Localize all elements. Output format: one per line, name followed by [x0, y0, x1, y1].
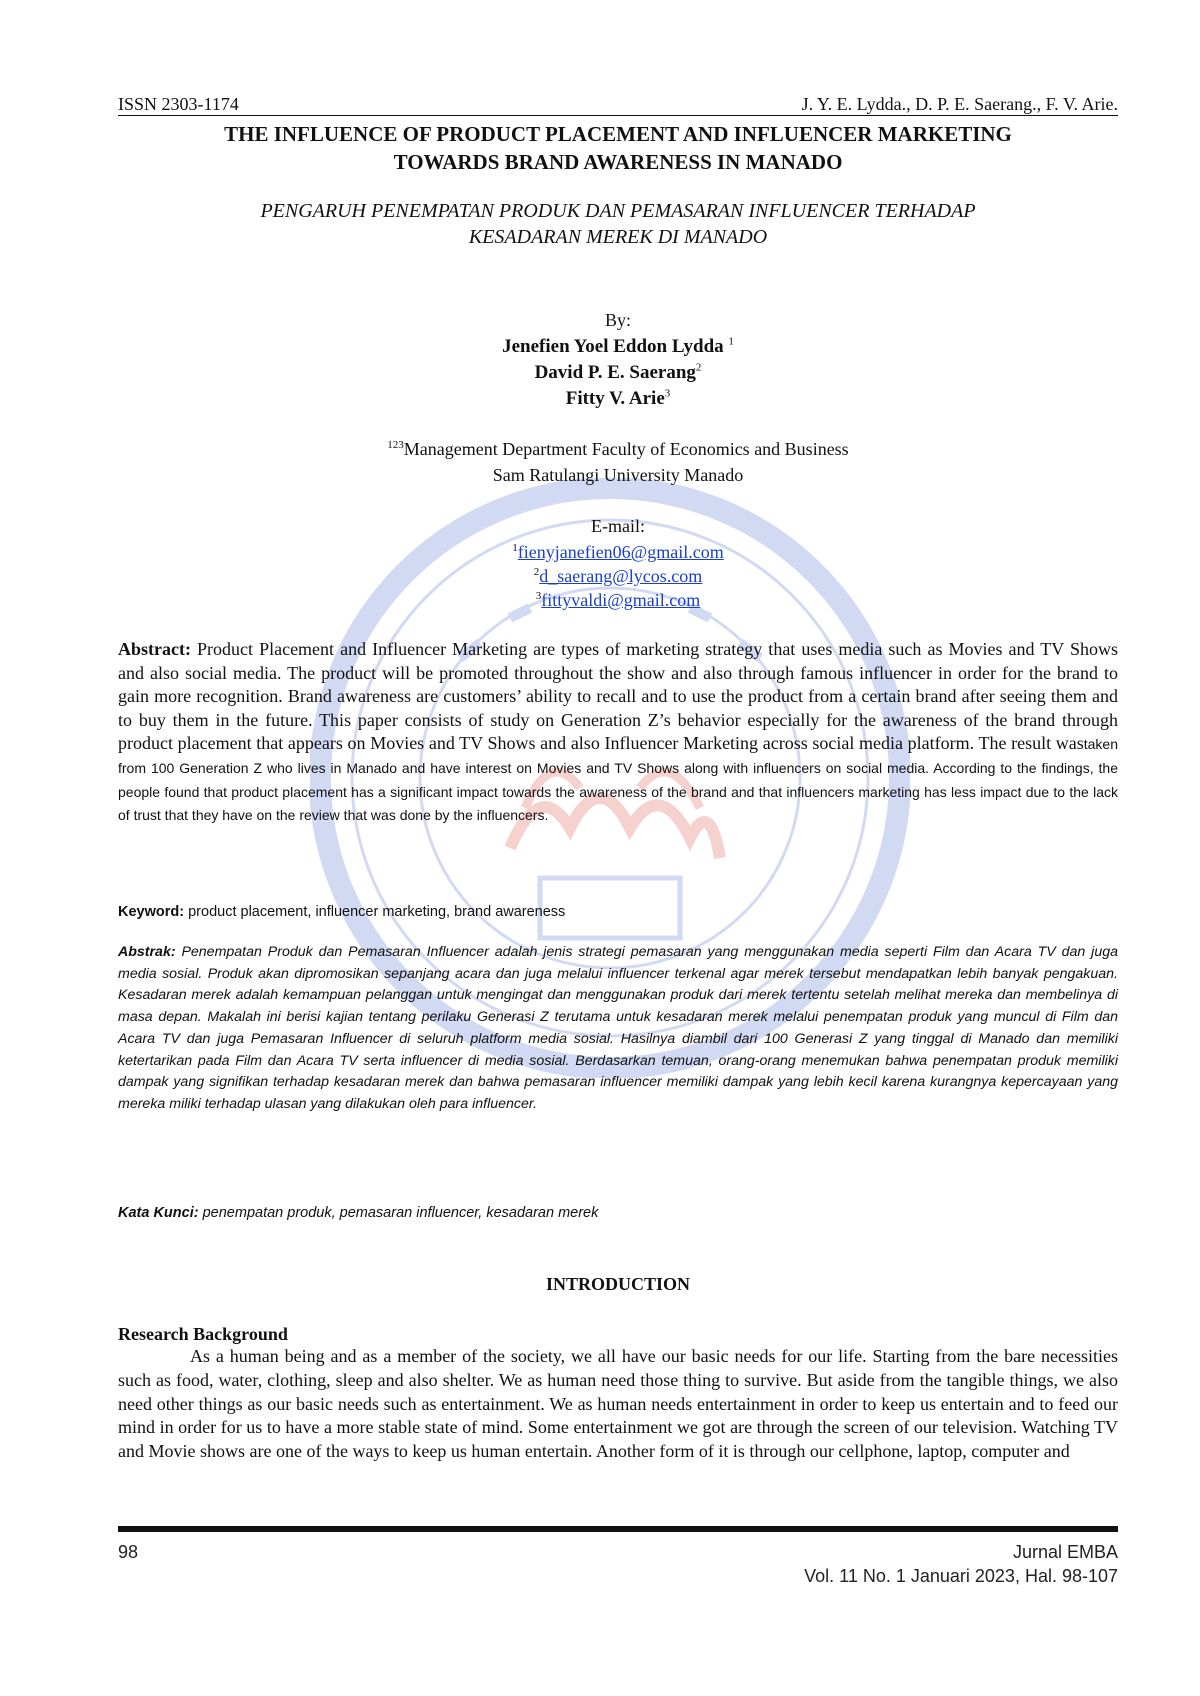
email-link-1[interactable]: fienyjanefien06@gmail.com: [517, 542, 724, 562]
kata-kunci-label: Kata Kunci:: [118, 1205, 199, 1221]
email-label: E-mail:: [591, 516, 645, 536]
author-1: [118, 334, 1118, 360]
author-name: Fitty V. Arie: [565, 388, 665, 409]
author-list: [118, 334, 1118, 412]
affiliation-department: Management Department Faculty of Economics and Business: [403, 439, 849, 459]
journal-name: Jurnal EMBA: [1012, 1542, 1118, 1562]
author-2: [118, 360, 1118, 386]
abstract: [118, 638, 1118, 827]
abstract-paragraph: [118, 638, 1118, 827]
title-id-line-2: KESADARAN MEREK DI MANADO: [468, 226, 768, 248]
page-number: 98: [118, 1542, 139, 1562]
abstract-label: Abstract:: [118, 639, 191, 659]
running-header: [118, 93, 1118, 116]
introduction-heading: INTRODUCTION: [545, 1274, 691, 1294]
introduction-paragraph: As a human being and as a member of the society, we all have our basic needs for our life. Starting from the bare necessities such as food, water, clothing, sleep and also shelter. We as human need those thing to survive. But aside from the tangible things, we also need other things as our basic needs such as entertainment. We as human needs entertainment in order to keep us entertain and to feed our mind in order for us to have a more stable state of mind. Some entertainment we got are through the screen of our television. Watching TV and Movie shows are one of the ways to keep us human entertain. Another form of it is through our cellphone, laptop, computer and: [118, 1346, 1118, 1462]
email-1: [118, 540, 1118, 564]
author-3: [118, 386, 1118, 412]
title-id-line-1: PENGARUH PENEMPATAN PRODUK DAN PEMASARAN INFLUENCER TERHADAP: [260, 200, 976, 222]
issn-text: ISSN 2303-1174: [118, 94, 239, 114]
author-name: David P. E. Saerang: [534, 362, 696, 383]
kata-kunci: [118, 1203, 1118, 1223]
footer-rule: [118, 1526, 1118, 1532]
author-sup: 2: [695, 361, 702, 374]
kata-kunci-text: penempatan produk, pemasaran influencer, kesadaran merek: [198, 1205, 599, 1221]
abstrak-text: Penempatan Produk dan Pemasaran Influencer adalah jenis strategi pemasaran yang menggunakan media seperti Film dan Acara TV dan juga media sosial. Produk akan dipromosikan sepanjang acara dan juga melalui influencer terkenal agar merek tersebut mendapatkan lebih banyak pengakuan. Kesadaran merek adalah kemampuan pelanggan untuk mengingat dan menggunakan produk dari merek tertentu setelah melihat mereka dan membelinya di masa depan. Makalah ini berisi kajian tentang perilaku Generasi Z terutama untuk kesadaran merek melalui penempatan produk yang muncul di Film dan Acara TV dan juga Pemasaran Influencer di seluruh platform media sosial. Hasilnya diambil dari 100 Generasi Z yang tinggal di Manado dan memiliki ketertarikan pada Film dan Acara TV serta influencer di media sosial. Berdasarkan temuan, orang-orang menemukan bahwa penempatan produk memiliki dampak yang signifikan terhadap kesadaran merek dan bahwa pemasaran influencer memiliki dampak yang lebih kecil karena kurangnya kepercayaan yang mereka miliki terhadap ulasan yang dilakukan oleh para influencer.: [118, 944, 1118, 1112]
abstrak: [118, 942, 1118, 1116]
paper-title-indonesian: [118, 198, 1118, 250]
journal-info: [804, 1540, 1118, 1588]
email-sup: 1: [512, 542, 518, 554]
title-line-2: TOWARDS BRAND AWARENESS IN MANADO: [393, 150, 843, 174]
abstract-text-2: taken from 100 Generation Z who lives in Manado and have interest on Movies and TV Shows along with influencers on social media. According to the findings, the people found that product placement has a significant impact towards the awareness of the brand and that influencers marketing has less impact due to the lack of trust that they have on the review that was done by the influencers.: [118, 736, 1118, 824]
affiliation: [118, 436, 1118, 488]
keyword-label: Keyword:: [118, 904, 185, 920]
abstract-text-1: Product Placement and Influencer Marketing are types of marketing strategy that uses media such as Movies and TV Shows and also social media. The product will be promoted throughout the show and also through famous influencer in order for the brand to gain more recognition. Brand awareness are customers’ ability to recall and to use the product from a certain brand after seeing them and to buy them in the future. This paper consists of study on Generation Z’s behavior especially for the awareness of the brand through product placement that appears on Movies and TV Shows and also Influencer Marketing across social media platform. The result was: [118, 639, 1118, 754]
research-background-heading: Research Background: [118, 1324, 288, 1344]
keyword-text: product placement, influencer marketing, brand awareness: [184, 904, 566, 920]
email-link-2[interactable]: d_saerang@lycos.com: [539, 566, 703, 586]
affiliation-line-2: Sam Ratulangi University Manado: [492, 465, 744, 485]
affiliation-line-1: [118, 436, 1118, 462]
header-authors: J. Y. E. Lydda., D. P. E. Saerang., F. V. Arie.: [801, 94, 1118, 114]
paper-title-english: [118, 120, 1118, 176]
keywords: [118, 902, 1118, 922]
affiliation-sup: 123: [387, 439, 404, 451]
by-label: By:: [604, 310, 631, 330]
author-name: Jenefien Yoel Eddon Lydda: [502, 336, 729, 357]
email-sup: 2: [533, 566, 540, 578]
email-link-3[interactable]: fittyvaldi@gmail.com: [541, 590, 701, 610]
email-sup: 3: [535, 590, 542, 602]
title-line-1: THE INFLUENCE OF PRODUCT PLACEMENT AND INFLUENCER MARKETING: [224, 122, 1012, 146]
email-3: [118, 588, 1118, 612]
author-sup: 3: [664, 387, 671, 400]
author-sup: 1: [728, 335, 734, 348]
journal-volume: Vol. 11 No. 1 Januari 2023, Hal. 98-107: [804, 1566, 1118, 1586]
email-list: [118, 540, 1118, 612]
email-2: [118, 564, 1118, 588]
abstrak-label: Abstrak:: [118, 944, 176, 960]
